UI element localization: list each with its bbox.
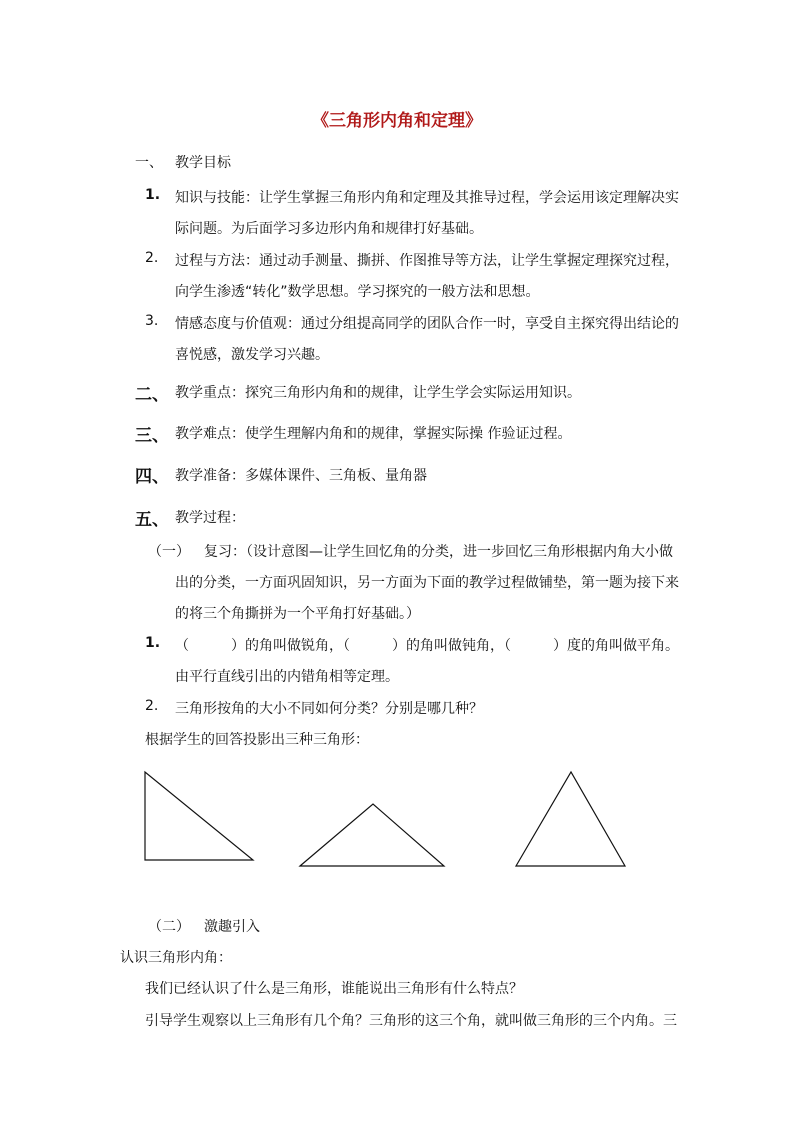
part-2-number: （二） [148, 919, 190, 935]
part-2-heading: 激趣引入 [204, 919, 260, 935]
section-1-number: 一、 [135, 155, 163, 171]
question-1-line-2: 由平行直线引出的内错角相等定理。 [175, 669, 399, 685]
difficulty-point: 教学难点：使学生理解内角和的规律，掌握实际操 作验证过程。 [175, 426, 572, 442]
objective-2-line-2: 向学生渗透“转化”数学思想。学习探究的一般方法和思想。 [175, 284, 540, 300]
teaching-preparation: 教学准备：多媒体课件、三角板、量角器 [175, 468, 427, 484]
section-1-heading: 教学目标 [175, 155, 231, 171]
page-title: 《三角形内角和定理》 [312, 111, 482, 131]
review-line-3: 的将三个角撕拼为一个平角打好基础。） [175, 606, 420, 622]
review-line-1: 复习：（设计意图—让学生回忆角的分类，进一步回忆三角形根据内角大小做 [204, 544, 673, 560]
objective-3-number: 3. [145, 313, 159, 329]
objective-1-line-1: 知识与技能：让学生掌握三角形内角和定理及其推导过程，学会运用该定理解决实 [175, 190, 679, 206]
objective-2-number: 2. [145, 250, 159, 266]
obtuse-triangle [300, 804, 444, 866]
section-4-number: 四、 [135, 467, 169, 487]
section-5-number: 五、 [135, 510, 169, 530]
question-2-text: 三角形按角的大小不同如何分类？分别是哪几种？ [175, 701, 483, 717]
objective-2-line-1: 过程与方法：通过动手测量、撕拼、作图推导等方法，让学生掌握定理探究过程， [175, 253, 679, 269]
question-1-line-1: （ ）的角叫做锐角，（ ）的角叫做钝角，（ ）度的角叫做平角。 [175, 638, 679, 654]
objective-3-line-1: 情感态度与价值观：通过分组提高同学的团队合作一时，享受自主探究得出结论的 [175, 316, 679, 332]
section-3-number: 三、 [135, 426, 169, 446]
question-1-number: 1. [145, 635, 161, 651]
objective-1-line-2: 际问题。为后面学习多边形内角和规律打好基础。 [175, 221, 483, 237]
recognize-interior-angles: 认识三角形内角： [120, 950, 232, 966]
teaching-process-heading: 教学过程： [175, 510, 245, 526]
projection-text: 根据学生的回答投影出三种三角形： [145, 732, 369, 748]
paragraph-1: 我们已经认识了什么是三角形，谁能说出三角形有什么特点？ [145, 981, 523, 997]
acute-triangle [516, 772, 625, 866]
key-point: 教学重点：探究三角形内角和的规律，让学生学会实际运用知识。 [175, 385, 581, 401]
part-1-number: （一） [148, 544, 190, 560]
review-line-2: 出的分类，一方面巩固知识，另一方面为下面的教学过程做铺垫，第一题为接下来 [175, 575, 679, 591]
section-2-number: 二、 [135, 385, 169, 405]
objective-3-line-2: 喜悦感，激发学习兴趣。 [175, 347, 329, 363]
paragraph-2: 引导学生观察以上三角形有几个角？三角形的这三个角，就叫做三角形的三个内角。三 [145, 1013, 677, 1029]
objective-1-number: 1. [145, 187, 161, 203]
question-2-number: 2. [145, 698, 159, 714]
right-triangle [145, 772, 253, 860]
